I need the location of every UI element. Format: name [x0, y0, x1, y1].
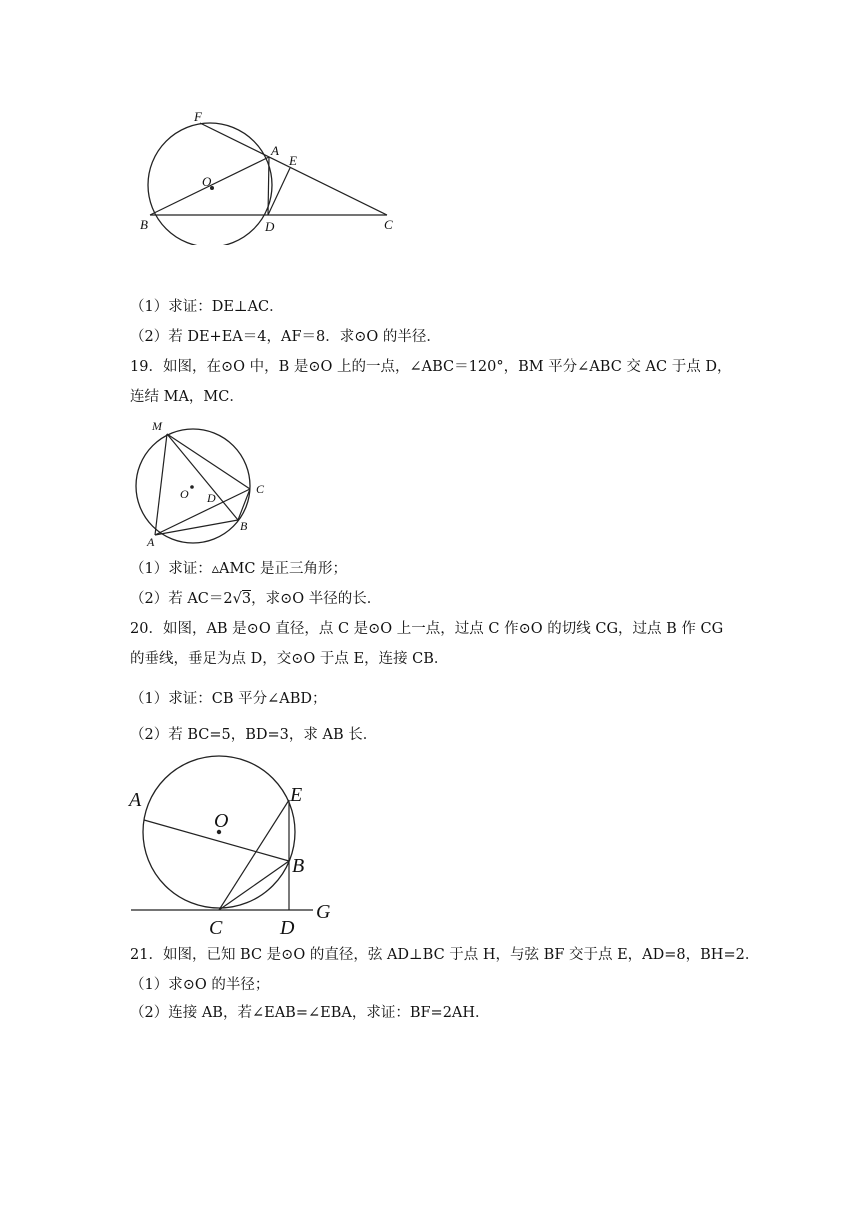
q20-label-C: C: [209, 917, 223, 939]
q19-line-MA: [155, 434, 167, 535]
q18-label-C: C: [384, 217, 393, 232]
q21-part1: （1）求⊙O 的半径；: [130, 977, 270, 993]
q20-part1: （1）求证：CB 平分∠ABD；: [130, 691, 327, 707]
q18-label-B: B: [140, 217, 148, 232]
q19-label-B: B: [240, 519, 248, 533]
q20-line-CE: [219, 800, 289, 910]
q18-label-O: O: [202, 174, 212, 189]
q19-center-dot: [190, 485, 194, 489]
q19-label-M: M: [152, 419, 162, 433]
q20-line-CB: [219, 861, 289, 910]
q18-label-A: A: [271, 143, 279, 158]
q20-label-D: D: [280, 917, 295, 939]
q19-line-MB: [167, 434, 238, 520]
q18-label-D: D: [265, 219, 275, 234]
q20-label-B: B: [292, 855, 305, 877]
q20-label-A: A: [129, 789, 142, 811]
q19-part2: [130, 590, 381, 608]
q21-part2: （2）连接 AB，若∠EAB=∠EBA，求证：BF=2AH．: [130, 1005, 490, 1021]
q20-part2: （2）若 BC=5，BD=3，求 AB 长．: [130, 727, 378, 743]
q19-line2: 连结 MA，MC．: [130, 389, 244, 405]
q20-line1: 20．如图，AB 是⊙O 直径，点 C 是⊙O 上一点，过点 C 作⊙O 的切线 CG，过点 B 作 CG: [130, 621, 724, 637]
q19-label-C: C: [256, 482, 265, 496]
q19-line-MC: [167, 434, 250, 489]
q19-line1: 19．如图，在⊙O 中，B 是⊙O 上的一点，∠ABC＝120°，BM 平分∠ABC 交 AC 于点 D，: [130, 359, 732, 375]
q18-label-F: F: [194, 109, 202, 124]
q18-part2: （2）若 DE+EA＝4，AF＝8．求⊙O 的半径．: [130, 329, 441, 345]
q20-label-E: E: [290, 784, 303, 806]
q19-part2-post: ，求⊙O 半径的长．: [251, 591, 382, 607]
q19-line-AC: [155, 489, 250, 535]
q20-line2: 的垂线，垂足为点 D，交⊙O 于点 E，连接 CB．: [130, 651, 449, 667]
q18-line-FC: [200, 123, 387, 215]
q20-label-G: G: [316, 901, 331, 923]
q19-part2-pre: （2）若 AC＝2: [130, 591, 233, 607]
q21-line1: 21．如图，已知 BC 是⊙O 的直径，弦 AD⊥BC 于点 H，与弦 BF 交于点 E，AD=8，BH=2．: [130, 947, 760, 963]
q18-part1: （1）求证：DE⊥AC．: [130, 299, 284, 315]
q20-figure: [125, 750, 355, 940]
q19-figure: [130, 412, 280, 552]
q19-part2-radicand: 3: [241, 591, 252, 607]
q18-label-E: E: [289, 153, 297, 168]
q18-figure: [130, 105, 410, 245]
q19-label-O: O: [180, 487, 189, 501]
q19-label-A: A: [147, 535, 155, 549]
q19-part1: （1）求证：▵AMC 是正三角形；: [130, 561, 348, 577]
sqrt-sign: √: [232, 591, 242, 607]
q19-label-D: D: [207, 491, 216, 505]
q20-label-O: O: [214, 810, 229, 832]
